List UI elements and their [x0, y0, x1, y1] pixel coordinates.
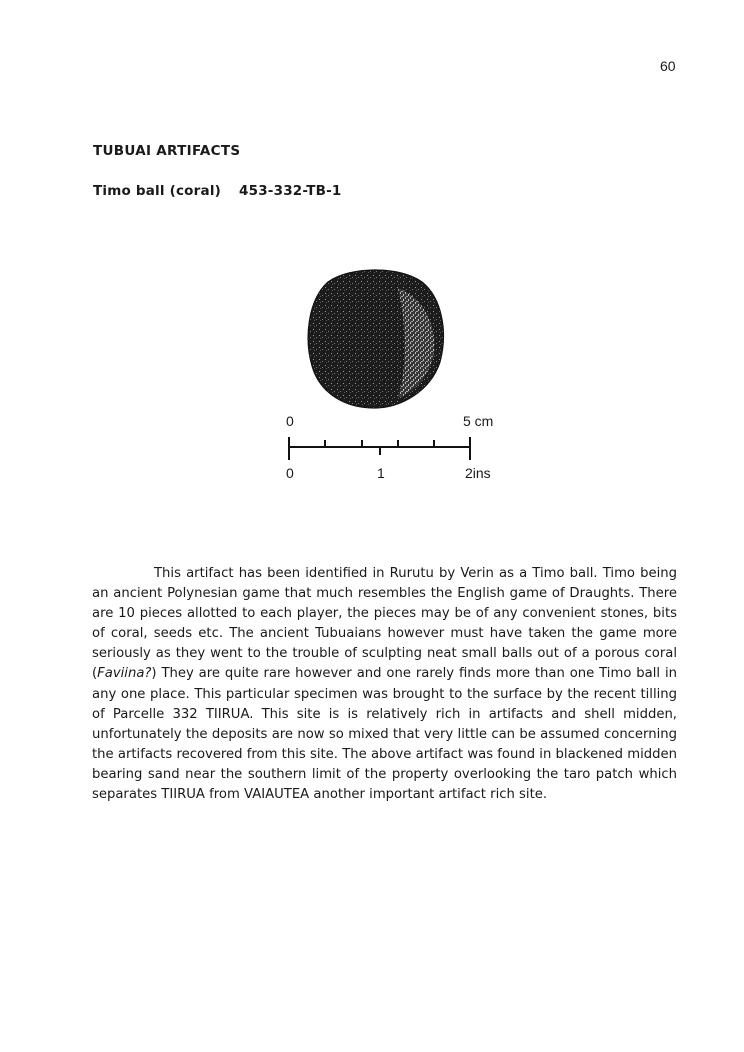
scale-in-end: 2ins	[465, 465, 491, 481]
catalog-number: 453-332-TB-1	[239, 183, 342, 199]
species-name: Faviina?	[97, 666, 152, 682]
page-number: 60	[660, 58, 676, 74]
description-paragraph	[92, 564, 677, 805]
artifact-name: Timo ball (coral)	[93, 183, 222, 199]
coral-ball-icon	[270, 262, 520, 492]
artifact-figure	[270, 262, 520, 492]
artifact-subtitle	[93, 183, 342, 199]
scale-in-zero: 0	[286, 465, 294, 481]
description-text-1: This artifact has been identified in Rurutu by Verin as a Timo ball. Timo being an ancient Polynesian game that much resembles the English game of Draughts. There are 10 pieces allotted to each player, the pieces may be of any convenient stones, bits of coral, seeds etc. The ancient Tubuaians however must have taken the game more seriously as they went to the trouble of sculpting neat small balls out of a porous coral (	[92, 566, 677, 682]
scale-cm-zero: 0	[286, 413, 294, 429]
scale-cm-end: 5 cm	[463, 413, 494, 429]
section-title: TUBUAI ARTIFACTS	[93, 143, 241, 159]
description-text-2: ) They are quite rare however and one rarely finds more than one Timo ball in any one place. This particular specimen was brought to the surface by the recent tilling of Parcelle 332 TIIRUA. This site is is relatively rich in artifacts and shell midden, unfortunately the deposits are now so mixed that very little can be assumed concerning the artifacts recovered from this site. The above artifact was found in blackened midden bearing sand near the southern limit of the property overlooking the taro patch which separates TIIRUA from VAIAUTEA another important artifact rich site.	[92, 666, 677, 803]
scale-in-mid: 1	[377, 465, 385, 481]
